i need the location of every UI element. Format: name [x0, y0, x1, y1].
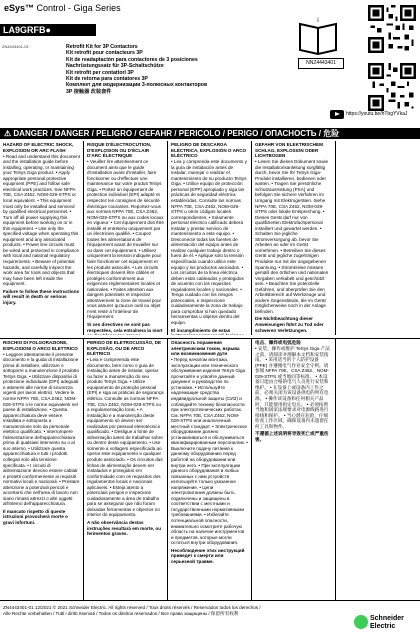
warning-body: • Lea y comprenda este documento y la guía de instalación antes de instalar, manejar o realizar el mantenimiento de su producto TeSys Giga. • Utilice equipo de protección personal (EPP) apropiado y siga las prácticas de seguridad eléctrica establecidas. Consulte las normas NFPA 70E, CSA Z462, NOM-029-STPS u otros códigos locales correspondientes. • Solamente personal eléctrico calificado deberá instalar y prestar servicio de mantenimiento a este equipo. • Desconecte todas las fuentes de alimentación del equipo antes de realizar cualquier trabajo dentro o fuera de él. • Aplique solo la tensión especificada cuando utilice este equipo y los productos asociados. • Los circuitos de la línea eléctrica deben estar cableados y protegidos de acuerdo con los requisitos reguladores locales y nacionales. • Tenga cuidado con los riesgos potenciales, e inspeccione cuidadosamente la zona de trabajo para comprobar si han quedado herramientas u objetos dentro del equipo.	[171, 159, 247, 325]
warning-body: • Lesen Sie dieses Dokument sowie die Installationsanleitung sorgfältig durch, bevor Sie Ihr TeSys Giga-Produkt installieren, bedienen oder warten. • Tragen Sie persönliche Schutzausrüstung (PSA) und befolgen Sie sichere Verfahren im Umgang mit Elektrogeräten. Siehe NFPA 70E, CSA Z462, NOM-029-STPS oder lokale Entsprechung. • Dieses Gerät darf nur von qualifizierten Elektrofachpersonal installiert und gewartet werden. • Schalten Sie jegliche Stromversorgung ab, bevor Sie Arbeiten an oder im Gerät vornehmen. • Betreiben Sie dieses Gerät und jegliche zugehörigen Produkte nur mit der angegebenen Spannung. • Stromkreise müssen gemäß den örtlichen und nationalen Vorgaben verkabelt und geschützt sein. • Beachten Sie potenzielle Gefahren, und überprüfen Sie den Arbeitsbereich auf Werkzeuge und andere Gegenstände, die im Gerät möglicherweise noch in der Anlage befinden.	[255, 159, 329, 314]
warning-heading: PELIGRO DE DESCARGA ELÉCTRICA, EXPLOSIÓN O ARCO ELÉCTRICO	[171, 142, 247, 159]
warning-body: • Leia e compreenda este documento, bem como o guia de instalação antes de instalar, operar ou fazer a manutenção do seu produto TeSys Giga. • Utilize equipamento de proteção pessoal (EPI) e siga as práticas de segurança elétrica. Consulte as normas NFPA 70E, CSA Z462, NOM-029-STPS ou a regulamentação local. • A instalação e a manutenção deste equipamento só devem ser realizadas por pessoal eletrotécnico qualificado. • Desligue a fonte de alimentação antes de trabalhar sobre ou dentro deste equipamento. • Use somente a voltagem especificada ao operar este equipamento e qualquer produto associado. • Os circuitos das linhas de alimentação devem ser instalados e protegidos em conformidade com os requisitos dos regulamentos locais e nacionais aplicáveis. • Esteja atento a potenciais perigos e inspecione cuidadosamente a área de trabalho para se assegurar que não foram deixadas ferramentas e objectos no interior do equipamento.	[87, 357, 164, 518]
warning-heading: RISQUE D'ÉLECTROCUTION, D'EXPLOSION OU D'ÉCLAIR D'ARC ÉLECTRIQUE	[87, 142, 152, 159]
title-line: Retrofit Kit for 3P Contactors	[66, 44, 138, 50]
title-line: Kit de readaptación para contactores de 3 posiciones	[66, 56, 198, 63]
model-number: LA9GRFB●	[0, 24, 96, 36]
warning-consequence: Il mancato rispetto di queste istruzioni provocherà morte o gravi infortuni.	[3, 508, 68, 525]
warning-column-fr	[84, 141, 168, 335]
title-line: Kit retrofit per contattori 3P	[66, 69, 134, 76]
warning-heading: RISCHIO DI FOLGORAZIONE, ESPLOSIONI O ARCO ELETTRICO	[3, 340, 78, 351]
qr-code-icon[interactable]	[368, 63, 416, 111]
svg-text:i: i	[317, 17, 319, 24]
warning-body: • Veuillez lire attentivement ce document ainsi que le guide d'installation avant d'installer, faire fonctionner ou d'effectuer une maintenance sur votre produit TeSys Giga. • Portez un équipement de protection individuel (EPI) adapté et respectez les consignes de sécurité électrique courantes. Reportez-vous aux normes NFPA 70E, CSA Z462, NOM-029-STPS ou aux codes locaux en vigueur. • Cet équipement doit être installé et entretenu uniquement par un électricien qualifié. • Coupez toutes les alimentations de l'équipement avant de travailler sur ou dans cet équipement. • Utilisez uniquement la tension indiquée pour faire fonctionner cet équipement et les produits associés. • Les circuits électriques doivent être câblés et protégés conformément aux exigences réglementaires locales et nationales. • Faites attention aux dangers potentiels et inspectez attentivement la zone de travail pour vous assurer qu'aucun outil ou objet n'est resté à l'intérieur de l'équipement.	[87, 159, 164, 320]
warning-consequence: Si ces directives ne sont pas respectées, cela entraînera la mort	[87, 322, 163, 333]
warning-consequence: Несоблюдение этих инструкций приведет к смерти или серьезной травме.	[171, 547, 245, 564]
youtube-link[interactable]: https://youtu.be/hTbgYVkaJ	[346, 111, 408, 117]
warning-heading: 电击、爆炸或电弧危险	[255, 340, 301, 345]
logo-line-1: Schneider	[370, 615, 404, 622]
title-line: 3P 接触器 改装套件	[66, 88, 112, 95]
youtube-icon[interactable]	[330, 110, 344, 119]
warning-column-en	[0, 141, 84, 335]
schneider-logo	[354, 613, 418, 635]
danger-banner: ⚠ DANGER / DANGER / PELIGRO / GEFAHR / PERICOLO / PERIGO / ОПАСНОСТЬ / 危险	[0, 128, 420, 139]
warning-row-1	[0, 141, 420, 335]
copyright-text	[3, 605, 333, 617]
warning-column-empty	[336, 141, 420, 335]
warning-consequence: El incumplimiento de estas	[171, 327, 231, 333]
warning-consequence: Die Nichtbeachtung dieser Anweisungen führt zu Tod oder schweren Verletzungen.	[255, 316, 324, 333]
warning-column-zh	[252, 339, 336, 600]
logo-icon	[354, 615, 368, 629]
logo-line-2: Electric	[370, 623, 396, 630]
warning-consequence: A não observância destas instruções resultará em morte, ou ferimentos graves.	[87, 520, 162, 537]
warning-heading: GEFAHR VON ELEKTRISCHEM SCHLAG, EXPLOSION ODER LICHTBOGEN	[255, 142, 323, 159]
brand-prefix: eSys™	[4, 3, 35, 13]
warning-column-de	[252, 141, 336, 335]
warning-body: • 安装、操作或维护 TeSys Giga 产品之前，请阅读并理解本文档和安装指南。 • 采用适当的个人防护设备 (PPE) 并遵循电气作业安全守则。请参阅 NFPA 70E、CSA Z462、NOM-029-STPS 或当地同等标准。 • 本设备只能由合格的电气人员进行安装和维护。 • 在设备上或设备内工作之前，必须关闭为该设备供电的所有电源。 • 操作该设备和任何相关产品时，只能使用指定电压。 • 必须按照当地和国家法规要求对电源线路进行接线和保护。 • 当心潜在危险，仔细检查工作区域，确保设备内未遗留任何工具和物件。	[255, 346, 330, 429]
title-line: Kit retrofit pour contacteurs 3P	[66, 50, 143, 57]
footer	[0, 600, 420, 640]
copyright-line: Alle Rechte vorbehalten / Tutti i diritti riservati / Todos os direitos reservados / Все права защищены / 保留所有权利	[3, 611, 239, 616]
brand-title	[4, 3, 121, 13]
reference-box: NNZ4443401	[298, 58, 344, 69]
title-line: Комплект для модернизации 3-полюсных контакторов	[66, 82, 208, 89]
warning-column-ru	[168, 339, 252, 600]
copyright-line: ZN4443401-01 12/2021 © 2021 Schneider Electric. All rights reserved / Tous droits réservés / Reservados todos los derechos /	[3, 605, 261, 610]
warning-heading: HAZARD OF ELECTRIC SHOCK, EXPLOSION OR ARC FLASH	[3, 142, 74, 153]
warning-heading: Опасность поражения электрическим током, взрыва или возникновения дуги	[171, 340, 240, 357]
warning-column-empty	[336, 339, 420, 600]
warning-column-it	[0, 339, 84, 600]
warning-body: • Перед началом монтажа, эксплуатации или технического обслуживания изделия TeSys Giga прочитайте и усвойте данный документ и руководство по установке. • Используйте надлежащие средства индивидуальной защиты (СИЗ) и соблюдайте технику безопасности при электротехнических работах. См. NFPA 70E, CSA Z462, NOM-029-STPS или аналогичный местный стандарт. • Электрическое оборудование должно устанавливаться и обслуживаться квалифицированным персоналом. • Выключите подачу питания к данному оборудованию перед работой на оборудовании или внутри него. • При эксплуатации данного оборудования и любых связанных с ним устройств используйте только указанное напряжение. • Цепи электропитания должны быть подключены и защищены в соответствии с местными и государственными нормативными требованиями. • Избегайте потенциальной опасности, внимательно осмотрите рабочую область на наличие инструментов и предметов, которые могли остаться внутри оборудования.	[171, 357, 248, 546]
product-titles	[66, 44, 306, 95]
title-line: Kit de retorna para contatores 3P	[66, 76, 148, 83]
doc-number: ZN4443401-01	[2, 44, 29, 49]
brand-suffix: Control - Giga Series	[36, 3, 121, 13]
title-line: Nachrüstungssatz für 3P-Schaltschütze	[66, 63, 164, 70]
warning-heading: PERIGO DE ELETROCUSSÃO, DE EXPLOSÃO, OU DE ARCO ELÉTRICO	[87, 340, 162, 357]
warning-body: • Leggere attentamente il presente documento e la guida di installazione prima di installare, utilizzare o sottoporre a manutenzione il prodotto TeSys Giga. • Utilizzare dispositivi di protezione individuale (DPI) adeguati e attenersi alle norme di sicurezza vigenti per lavori elettrici. Vedere le norme NFPA 70E, CSA Z462, NOM-029-STPS o le norme equivalenti nel paese di installazione. • Questa apparecchiatura deve essere installata e sottoposta a manutenzione solo da personale elettrico qualificato. • Interrompere l'alimentazione dell'apparecchiatura prima di qualsiasi intervento su o al suo interno. • Utilizzare questa apparecchiatura e tutti i prodotti collegati solo alla tensione specificata. • I circuiti di alimentazione devono essere cablati e protetti conformemente ai requisiti normativi locali e nazionali. • Prestare attenzione a potenziali pericoli e accertarsi che nell'area di lavoro non siano rimasti attrezzi o altri oggetti all'interno dell'apparecchiatura.	[3, 351, 80, 507]
warning-body: • Read and understand this document and the installation guide before installing, operating, or maintaining your TeSys Giga product. • Apply appropriate personal protective equipment (PPE) and follow safe electrical work practices. See NFPA 70E, CSA Z462, NOM-029-STPS or local equivalent. • This equipment must only be installed and serviced by qualified electrical personnel. • Turn off all power supplying this equipment before working on or in this equipment. • Use only the specified voltage when operating this equipment and any associated products. • Power line circuits must be wired and protected in compliance with local and national regulatory requirements. • Beware of potential hazards, and carefully inspect the work area for tools and objects that may have been left inside the equipment.	[3, 153, 80, 287]
warning-column-pt	[84, 339, 168, 600]
warning-consequence: Failure to follow these instructions will result in death or serious injury.	[3, 288, 80, 305]
qr-code-icon[interactable]	[368, 5, 416, 53]
warning-row-2	[0, 338, 420, 600]
open-book-icon	[297, 16, 339, 56]
warning-consequence: 不遵循上述说明将导致死亡或严重伤害。	[255, 431, 329, 442]
warning-column-es	[168, 141, 252, 335]
